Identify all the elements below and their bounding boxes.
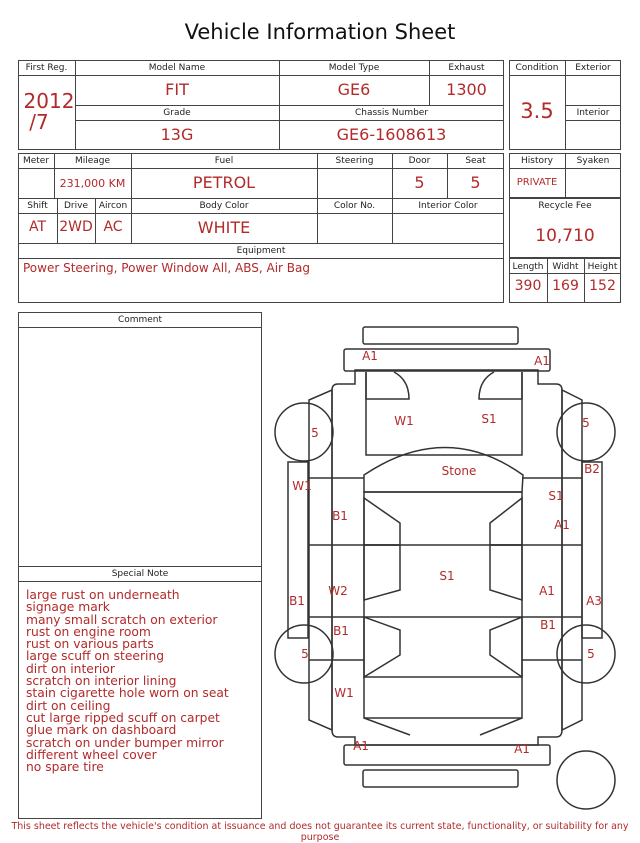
mark-wheel-rear-left: 5 xyxy=(301,647,309,661)
disclaimer-footer: This sheet reflects the vehicle's condition at issuance and does not guarantee its current state, functionality, or suitability for any purpose xyxy=(11,821,629,843)
first-reg-label: First Reg. xyxy=(25,63,68,73)
exterior-label: Exterior xyxy=(575,63,611,73)
note-line: rust on engine room xyxy=(26,624,151,639)
recycle-fee-value: 10,710 xyxy=(535,226,595,246)
wheel-front-left xyxy=(275,403,333,461)
mark-rear-bumper-left: A1 xyxy=(353,739,369,753)
meter-label: Meter xyxy=(22,156,50,166)
front-bumper-top xyxy=(363,327,518,344)
note-line: large rust on underneath xyxy=(26,588,180,602)
cabin xyxy=(364,492,522,677)
fuel-value: PETROL xyxy=(192,173,256,192)
grade-value: 13G xyxy=(160,125,194,144)
page-title: Vehicle Information Sheet xyxy=(184,20,456,44)
width-label: Widht xyxy=(552,262,579,272)
note-line: different wheel cover xyxy=(26,747,157,762)
width-value: 169 xyxy=(552,278,579,294)
fuel-label: Fuel xyxy=(214,156,234,166)
model-name-value: FIT xyxy=(165,80,189,99)
mileage-value: 231,000 KM xyxy=(59,177,126,190)
mark-front-door-right-upper: S1 xyxy=(548,489,564,503)
mark-rocker-right: A3 xyxy=(586,594,602,608)
seat-label: Seat xyxy=(465,156,486,166)
headlight-right xyxy=(479,372,522,399)
history-label: History xyxy=(520,156,554,166)
hood xyxy=(366,372,522,455)
mark-trunk-left: W1 xyxy=(334,686,354,700)
chassis-label: Chassis Number xyxy=(354,108,429,118)
interior-label: Interior xyxy=(576,108,610,118)
aircon-label: Aircon xyxy=(98,201,128,211)
note-line: dirt on ceiling xyxy=(26,698,111,713)
mark-left-fender: W1 xyxy=(292,479,312,493)
exhaust-value: 1300 xyxy=(446,80,487,99)
mark-wheel-rear-right: 5 xyxy=(587,647,595,661)
mark-rocker-left: B1 xyxy=(289,594,305,608)
drive-value: 2WD xyxy=(59,219,93,235)
note-line: signage mark xyxy=(26,600,110,615)
note-line: glue mark on dashboard xyxy=(26,723,177,738)
mark-wheel-front-left: 5 xyxy=(311,426,319,440)
spare-tire xyxy=(557,751,615,809)
special-note-list xyxy=(26,589,260,773)
height-label: Height xyxy=(587,262,618,272)
model-type-label: Model Type xyxy=(328,63,380,73)
seat-value: 5 xyxy=(470,173,481,192)
rear-hatch xyxy=(364,677,522,718)
note-line: stain cigarette hole worn on seat xyxy=(26,686,229,701)
note-line: many small scratch on exterior xyxy=(26,612,218,627)
mark-front-bumper-right: A1 xyxy=(534,354,550,368)
mark-windshield: Stone xyxy=(441,464,477,478)
mark-front-door-left: B1 xyxy=(332,509,348,523)
rocker-right xyxy=(582,462,602,638)
first-reg-year: 2012 xyxy=(23,89,75,113)
note-line: cut large ripped scuff on carpet xyxy=(26,710,220,725)
body-color-value: WHITE xyxy=(197,218,251,237)
mark-rear-left-lower: B1 xyxy=(333,624,349,638)
special-note-label: Special Note xyxy=(111,569,169,579)
condition-label: Condition xyxy=(515,63,559,73)
height-value: 152 xyxy=(589,278,616,294)
headlight-left xyxy=(366,372,409,399)
grade-label: Grade xyxy=(163,108,191,118)
condition-score: 3.5 xyxy=(520,99,554,123)
equipment-value: Power Steering, Power Window All, ABS, Air Bag xyxy=(23,261,311,275)
left-side-panel xyxy=(309,390,332,730)
first-reg-month: /7 xyxy=(29,110,49,134)
mark-rear-door-right: A1 xyxy=(539,584,555,598)
model-type-value: GE6 xyxy=(337,80,371,99)
syaken-label: Syaken xyxy=(576,156,610,166)
note-line: rust on various parts xyxy=(26,637,154,652)
exhaust-label: Exhaust xyxy=(448,63,485,73)
mark-rear-bumper-right: A1 xyxy=(514,742,530,756)
wheel-front-right xyxy=(557,403,615,461)
mark-hood-right: S1 xyxy=(481,412,497,426)
door-label: Door xyxy=(408,156,431,166)
chassis-value: GE6-1608613 xyxy=(336,125,447,144)
note-line: scratch on under bumper mirror xyxy=(26,735,224,750)
wheel-rear-right xyxy=(557,625,615,683)
history-value: PRIVATE xyxy=(516,177,558,188)
steering-label: Steering xyxy=(335,156,374,166)
mark-rear-right-lower: B1 xyxy=(540,618,556,632)
body-color-label: Body Color xyxy=(199,201,249,211)
mark-rear-door-left: W2 xyxy=(328,584,348,598)
note-line: large scuff on steering xyxy=(26,649,165,664)
interior-color-label: Interior Color xyxy=(418,201,478,211)
mileage-label: Mileage xyxy=(74,156,111,166)
mark-front-bumper-left: A1 xyxy=(362,349,378,363)
color-no-label: Color No. xyxy=(333,201,376,211)
shift-value: AT xyxy=(28,219,47,235)
length-label: Length xyxy=(512,262,544,272)
mark-wheel-front-right: 5 xyxy=(582,416,590,430)
rear-bumper-bottom xyxy=(363,770,518,787)
equipment-label: Equipment xyxy=(236,246,286,256)
mark-right-edge-upper: B2 xyxy=(584,462,600,476)
note-line: dirt on interior xyxy=(26,661,115,676)
recycle-fee-label: Recycle Fee xyxy=(538,201,592,211)
mark-hood-left: W1 xyxy=(394,414,414,428)
note-line: no spare tire xyxy=(26,760,104,775)
drive-label: Drive xyxy=(64,201,88,211)
length-value: 390 xyxy=(514,278,542,294)
vehicle-damage-diagram xyxy=(268,320,630,820)
aircon-value: AC xyxy=(103,219,123,235)
note-line: scratch on interior lining xyxy=(26,674,177,689)
comment-label: Comment xyxy=(117,315,163,325)
mark-front-door-right-lower: A1 xyxy=(554,518,570,532)
door-value: 5 xyxy=(414,173,425,192)
mark-roof: S1 xyxy=(439,569,455,583)
model-name-label: Model Name xyxy=(148,63,206,73)
shift-label: Shift xyxy=(27,201,48,211)
